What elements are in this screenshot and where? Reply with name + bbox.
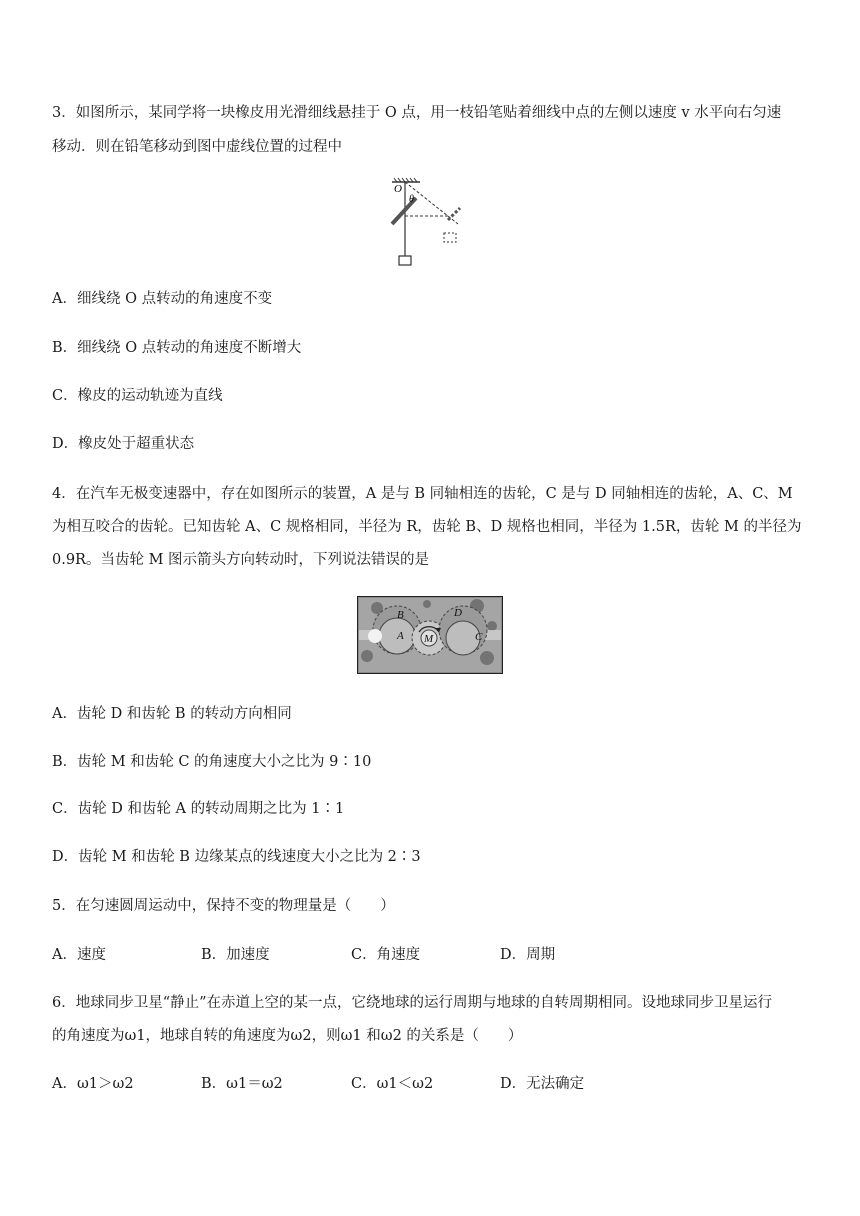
q3-number: 3． [52, 105, 76, 121]
q4-stem-line-2: 为相互咬合的齿轮。已知齿轮 A、C 规格相同，半径为 R，齿轮 B、D 规格也相同，半径为 1.5R，齿轮 M 的半径为 [52, 519, 802, 535]
q6-option-a: A．ω1＞ω2 [52, 1076, 134, 1092]
pendulum-figure [380, 176, 470, 268]
q3-stem-line-2 [52, 137, 342, 157]
q3-option-c: C．橡皮的运动轨迹为直线 [52, 388, 223, 404]
q5-option-a: A．速度 [52, 947, 106, 963]
eraser-dashed [444, 233, 456, 242]
q3-option-d: D．橡皮处于超重状态 [52, 436, 195, 452]
label-o: O [394, 183, 402, 195]
q3-stem-text-1: 如图所示，某同学将一块橡皮用光滑细线悬挂于 O 点，用一枝铅笔贴着细线中点的左侧以速度 v 水平向右匀速 [75, 105, 782, 121]
q3-stem-text-2: 移动．则在铅笔移动到图中虚线位置的过程中 [52, 139, 342, 155]
q5-number: 5． [52, 898, 76, 914]
q5-option-b: B．加速度 [201, 947, 270, 963]
q4-stem-line-1: 4．在汽车无极变速器中，存在如图所示的装置，A 是与 B 同轴相连的齿轮，C 是与 D 同轴相连的齿轮，A、C、M [52, 486, 793, 502]
q4-option-c: C．齿轮 D 和齿轮 A 的转动周期之比为 1∶1 [52, 801, 345, 817]
label-b: B [397, 609, 404, 621]
q4-option-d: D．齿轮 M 和齿轮 B 边缘某点的线速度大小之比为 2∶3 [52, 849, 421, 865]
q3-stem-line-1 [52, 103, 781, 123]
pencil-dashed [448, 208, 460, 220]
label-a: A [397, 630, 404, 642]
q4-stem-line-3: 0.9R。当齿轮 M 图示箭头方向转动时，下列说法错误的是 [52, 552, 430, 568]
q3-option-b: B．细线绕 O 点转动的角速度不断增大 [52, 340, 302, 356]
q5-stem: 5．在匀速圆周运动中，保持不变的物理量是（ ） [52, 898, 395, 914]
q6-option-b: B．ω1＝ω2 [201, 1076, 283, 1092]
q5-option-c: C．角速度 [351, 947, 421, 963]
q6-option-d: D．无法确定 [500, 1076, 585, 1092]
q3-option-a: A．细线绕 O 点转动的角速度不变 [52, 291, 273, 307]
q6-number: 6． [52, 995, 76, 1011]
label-theta: θ [409, 194, 414, 205]
label-d: D [454, 607, 462, 619]
q5-option-d: D．周期 [500, 947, 556, 963]
q6-stem-line-1: 6．地球同步卫星“静止”在赤道上空的某一点，它绕地球的运行周期与地球的自转周期相同。设地球同步卫星运行 [52, 995, 773, 1011]
q6-stem-line-2: 的角速度为ω1，地球自转的角速度为ω2，则ω1 和ω2 的关系是（ ） [52, 1028, 523, 1044]
gear-photo [357, 596, 503, 674]
label-m: M [424, 633, 434, 645]
eraser [399, 256, 411, 265]
shaft-end [368, 629, 382, 643]
q4-option-b: B．齿轮 M 和齿轮 C 的角速度大小之比为 9∶10 [52, 754, 372, 770]
q6-option-c: C．ω1＜ω2 [351, 1076, 434, 1092]
label-c: C [475, 631, 483, 643]
q4-option-a: A．齿轮 D 和齿轮 B 的转动方向相同 [52, 706, 292, 722]
q4-number: 4． [52, 486, 76, 502]
